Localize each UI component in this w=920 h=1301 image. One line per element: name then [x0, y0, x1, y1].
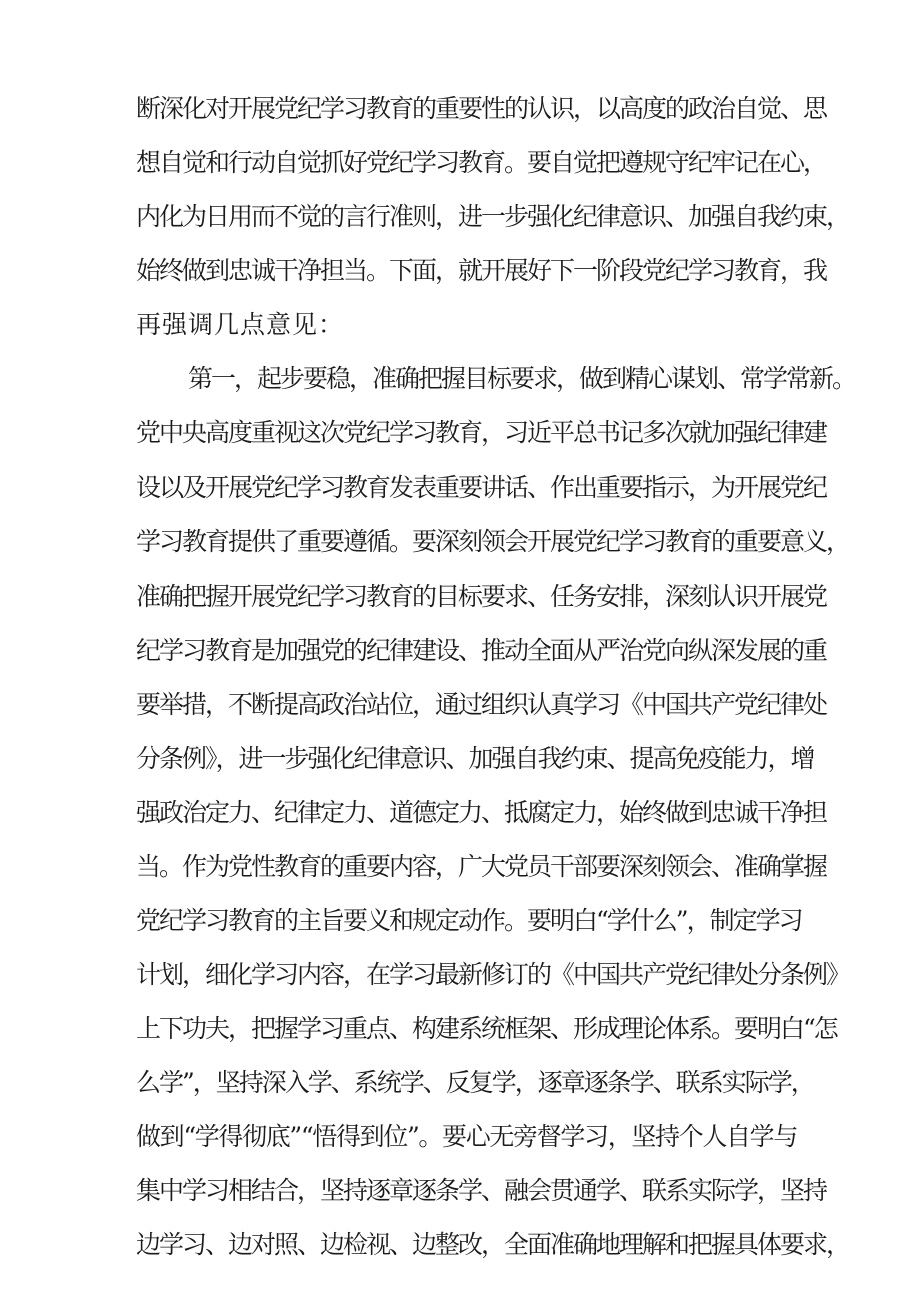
text-line: 设以及开展党纪学习教育发表重要讲话、作出重要指示，为开展党纪 — [136, 473, 827, 502]
text-line: 分条例》，进一步强化纪律意识、加强自我约束、提高免疫能力，增 — [136, 744, 814, 773]
text-line: 做到“学得彻底”“悟得到位”。要心无旁督学习，坚持个人自学与 — [136, 1122, 797, 1151]
text-line: 当。作为党性教育的重要内容，广大党员干部要深刻领会、准确掌握 — [136, 852, 827, 881]
text-line: 强政治定力、纪律定力、道德定力、抵腐定力，始终做到忠诚干净担 — [136, 798, 827, 827]
text-line: 边学习、边对照、边检视、边整改，全面准确地理解和把握具体要求， — [136, 1230, 850, 1259]
text-line: 学习教育提供了重要遵循。要深刻领会开展党纪学习教育的重要意义， — [136, 527, 850, 556]
text-line: 要举措，不断提高政治站位，通过组织认真学习《中国共产党纪律处 — [136, 690, 827, 719]
text-line: 集中学习相结合，坚持逐章逐条学、融会贯通学、联系实际学，坚持 — [136, 1176, 827, 1205]
text-line: 么学”，坚持深入学、系统学、反复学，逐章逐条学、联系实际学， — [136, 1068, 814, 1097]
text-line: 党中央高度重视这次党纪学习教育，习近平总书记多次就加强纪律建 — [136, 418, 827, 447]
text-line: 想自觉和行动自觉抓好党纪学习教育。要自觉把遵规守纪牢记在心， — [136, 148, 827, 177]
text-line: 第一，起步要稳，准确把握目标要求，做到精心谋划、常学常新。 — [188, 364, 856, 393]
text-line: 党纪学习教育的主旨要义和规定动作。要明白“学什么”，制定学习 — [136, 906, 802, 935]
text-line: 断深化对开展党纪学习教育的重要性的认识，以高度的政治自觉、思 — [136, 94, 827, 123]
text-line: 始终做到忠诚干净担当。下面，就开展好下一阶段党纪学习教育，我 — [136, 256, 827, 285]
text-line: 上下功夫，把握学习重点、构建系统框架、形成理论体系。要明白“怎 — [136, 1014, 837, 1043]
text-line: 计划，细化学习内容，在学习最新修订的《中国共产党纪律处分条例》 — [136, 960, 850, 989]
text-line: 再强调几点意见： — [136, 310, 344, 339]
text-line: 准确把握开展党纪学习教育的目标要求、任务安排，深刻认识开展党 — [136, 582, 827, 611]
text-line: 内化为日用而不觉的言行准则，进一步强化纪律意识、加强自我约束， — [136, 202, 850, 231]
text-line: 纪学习教育是加强党的纪律建设、推动全面从严治党向纵深发展的重 — [136, 636, 827, 665]
